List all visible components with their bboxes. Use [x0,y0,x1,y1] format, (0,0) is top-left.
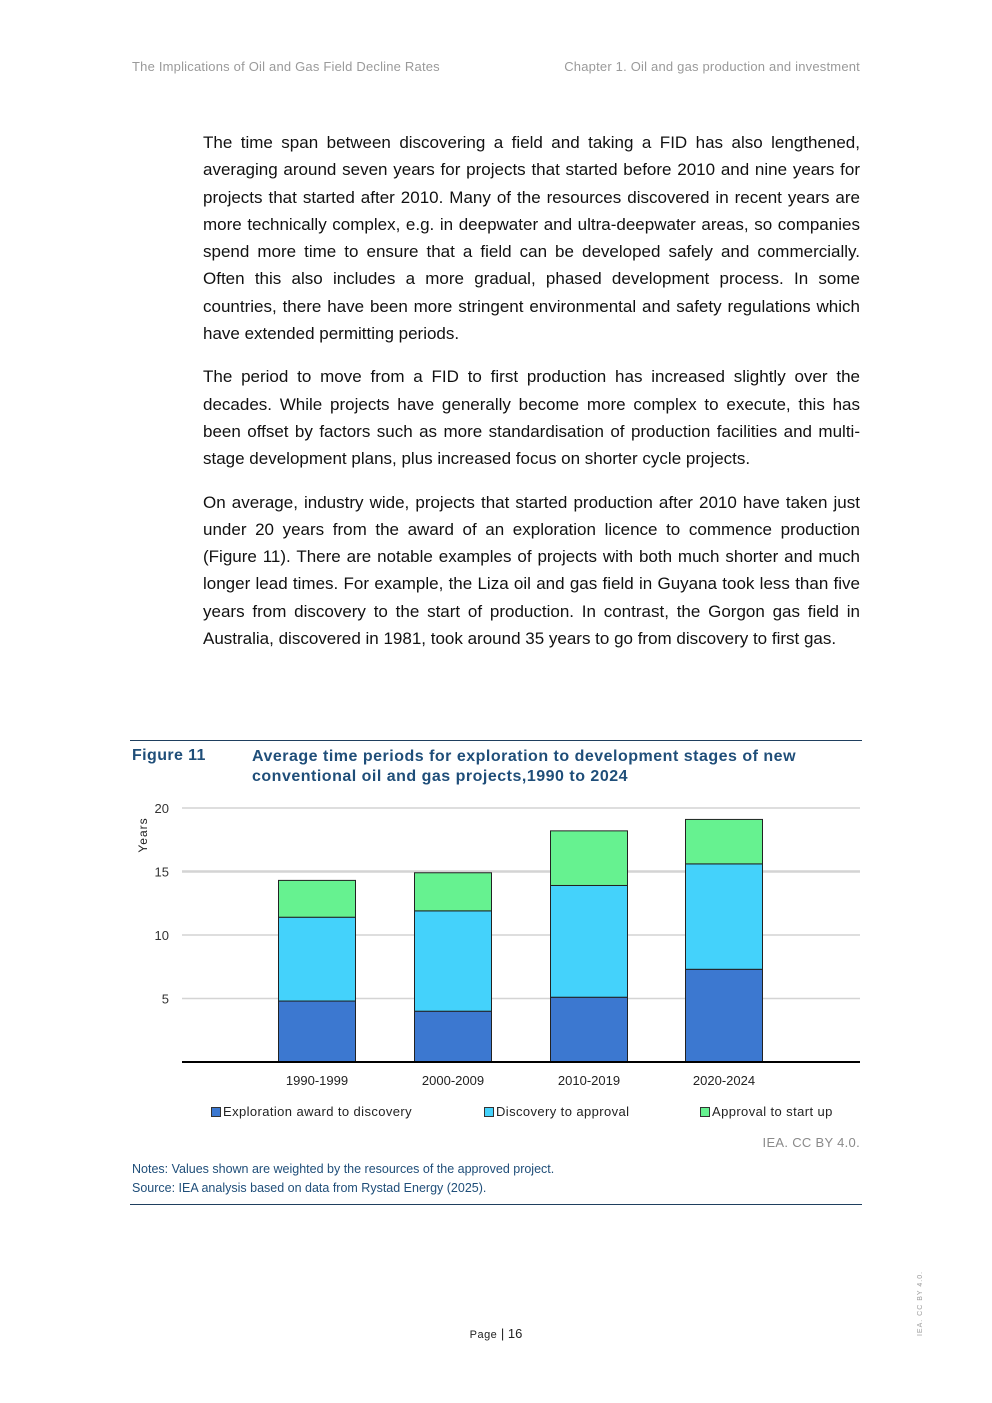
bar-1990-1999-series-0 [279,1001,356,1062]
y-tick-label-5: 5 [161,991,169,1007]
running-header-chapter: Chapter 1. Oil and gas production and investment [564,59,860,74]
legend-item-discovery [484,1104,629,1119]
y-tick-label-15: 15 [154,864,169,880]
figure-label: Figure 11 [132,747,206,764]
page-number [0,1326,992,1341]
legend-swatch-discovery [484,1107,494,1117]
legend-swatch-approval [700,1107,710,1117]
legend-label-discovery: Discovery to approval [496,1104,630,1119]
side-credit: IEA. CC BY 4.0. [917,1270,925,1337]
bar-2010-2019-series-2 [551,831,628,886]
page-word: Page [469,1329,498,1341]
legend-label-approval: Approval to start up [712,1104,833,1119]
figure-credit: IEA. CC BY 4.0. [762,1135,860,1150]
paragraph-2: The period to move from a FID to first production has increased slightly over the decades. While projects have generally become more complex to execute, this has been offset by factors such as more standardisation of production facilities and multi-stage development plans, plus increased focus on shorter cycle projects. [203,367,860,469]
bar-2020-2024-series-2 [686,819,763,863]
x-tick-label-1: 2000-2009 [421,1073,485,1088]
bar-1990-1999-series-1 [279,917,356,1001]
y-tick-label-20: 20 [154,801,169,816]
bar-2010-2019-series-1 [551,885,628,997]
bar-2000-2009-series-2 [415,873,492,911]
x-tick-label-3: 2020-2024 [692,1073,756,1088]
figure-title: Average time periods for exploration to development stages of new conventional oil and gas projects,1990 to 2024 [252,748,797,785]
page-number-value: 16 [507,1326,523,1341]
legend-item-exploration [211,1104,412,1119]
figure-notes: Notes: Values shown are weighted by the resources of the approved project. [132,1162,555,1176]
bar-2010-2019-series-0 [551,997,628,1062]
x-tick-label-0: 1990-1999 [285,1073,349,1088]
legend-item-approval [700,1104,833,1119]
bar-2000-2009-series-1 [415,911,492,1011]
legend-swatch-exploration [211,1107,221,1117]
page-separator: | [497,1326,508,1341]
paragraph-3: On average, industry wide, projects that started production after 2010 have taken just under 20 years from the award of an exploration licence to commence production (Figure 11). There are notable examples of projects with both much shorter and much longer lead times. For example, the Liza oil and gas field in Guyana took less than five years from discovery to the start of production. In contrast, the Gorgon gas field in Australia, discovered in 1981, took around 35 years to go from discovery to first gas. [203,492,860,649]
x-tick-label-2: 2010-2019 [557,1073,621,1088]
bar-2020-2024-series-0 [686,969,763,1062]
figure-source: Source: IEA analysis based on data from Rystad Energy (2025). [132,1181,487,1195]
bar-2000-2009-series-0 [415,1011,492,1062]
figure-bottom-rule [130,1204,862,1205]
bar-1990-1999-series-2 [279,880,356,917]
running-header-title: The Implications of Oil and Gas Field Decline Rates [132,59,440,74]
y-tick-label-10: 10 [154,928,169,943]
paragraph-1: The time span between discovering a field and taking a FID has also lengthened, averaging around seven years for projects that started before 2010 and nine years for projects that started after 2010. Many of the resources discovered in recent years are more technically complex, e.g. in deepwater and ultra-deepwater areas, so companies spend more time to ensure that a field can be developed safely and commercially. Often this also includes a more gradual, phased development process. In some countries, there have been more stringent environmental and safety regulations which have extended permitting periods. [203,133,860,344]
legend-label-exploration: Exploration award to discovery [223,1104,413,1119]
figure-notes-block [132,1160,554,1198]
y-axis-title: Years [136,817,150,853]
bar-2020-2024-series-1 [686,864,763,969]
